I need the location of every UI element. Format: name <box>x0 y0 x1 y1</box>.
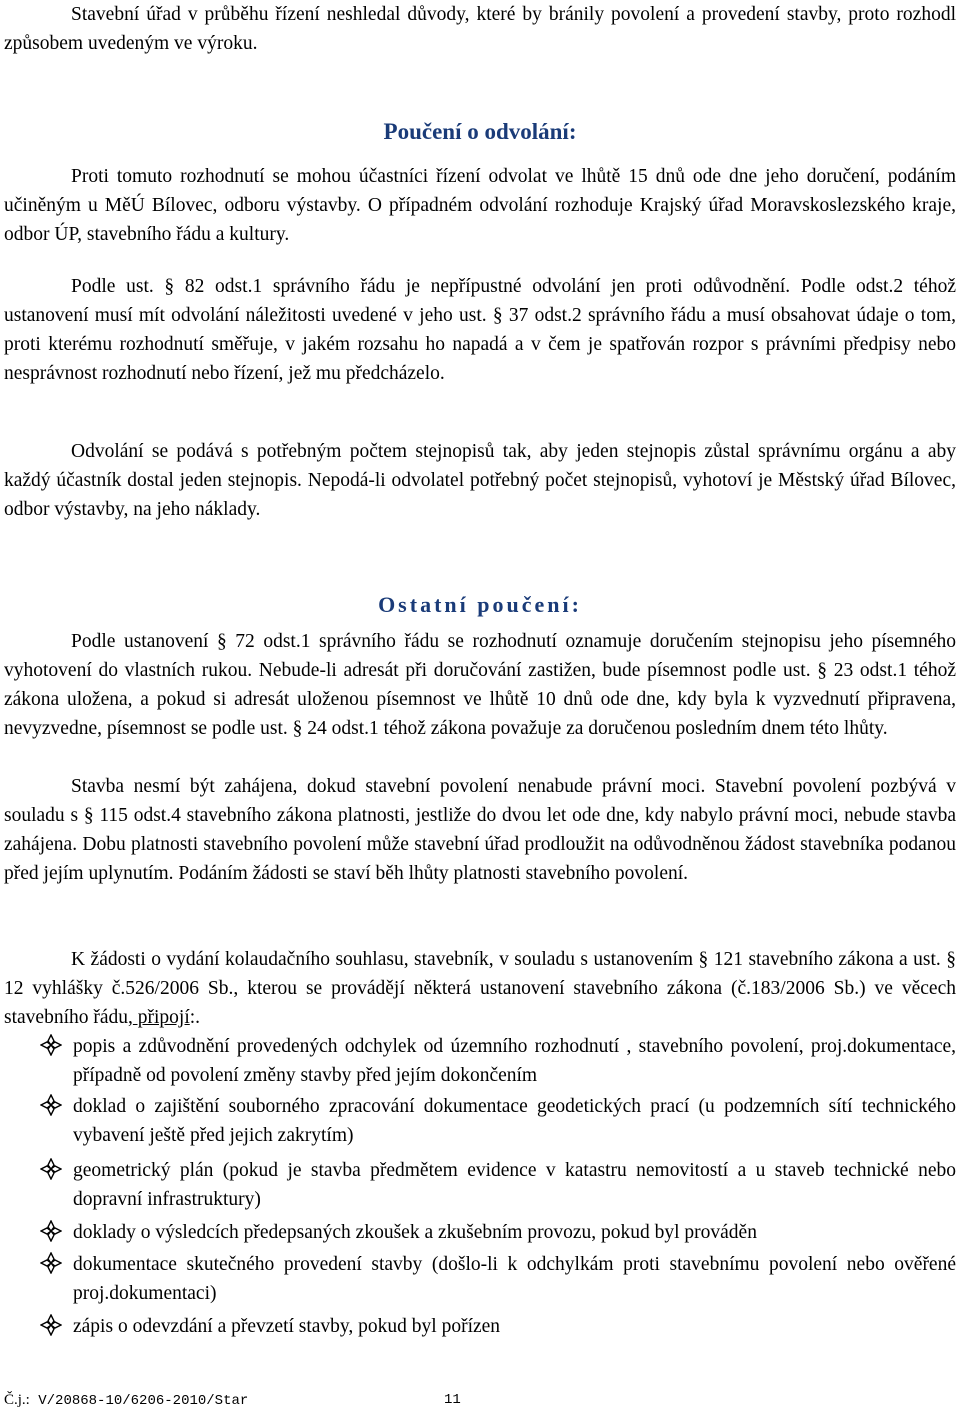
reference-prefix: Č.j.: <box>4 1392 30 1408</box>
intro-paragraph: Stavební úřad v průběhu řízení neshledal důvody, které by bránily povolení a provedení stavby, proto rozhodl způsobem uvedeným ve výroku. <box>4 4 956 54</box>
list-item-text: popis a zdůvodnění provedených odchylek od územního rozhodnutí , stavebního povolení, proj.dokumentace, případně od povolení změny stavby před jejím dokončením <box>73 1036 956 1086</box>
validity-paragraph: Stavba nesmí být zahájena, dokud stavební povolení nenabude právní moci. Stavební povolení pozbývá v souladu s § 115 odst.4 stavebního zákona platnosti, jestliže do dvou let ode dne, kdy nabylo právní moci, nebude stavba zahájena. Dobu platnosti stavebního povolení může stavební úřad prodloužit na odůvodněnou žádost stavebníka podanou před jejím uplynutím. Podáním žádosti se staví běh lhůty platnosti stavebního povolení. <box>4 776 956 884</box>
attachments-text: K žádosti o vydání kolaudačního souhlasu, stavebník, v souladu s ustanovením § 121 stavebního zákona a ust. § 12 vyhlášky č.526/2006 Sb., kterou se provádějí některá ustanovení stavebního zákona (č.183/2006 Sb.) ve věcech stavebního řádu, <box>4 949 956 1028</box>
four-leaf-diamond-icon <box>40 1034 62 1056</box>
attachments-end: :. <box>189 1007 201 1028</box>
heading-ostatni: Ostatní poučení: <box>378 592 582 617</box>
four-leaf-diamond-icon <box>40 1314 62 1336</box>
four-leaf-diamond-icon <box>40 1252 62 1274</box>
reference-number <box>4 1390 248 1411</box>
list-item-text: doklad o zajištění souborného zpracování dokumentace geodetických prací (u podzemních sítí technického vybavení ještě před jejich zakrytím) <box>73 1096 956 1146</box>
attachments-paragraph <box>4 945 956 1032</box>
list-item-text: doklady o výsledcích předepsaných zkoušek a zkušebním provozu, pokud byl prováděn <box>73 1222 757 1243</box>
attachments-underlined: připojí <box>132 1007 190 1028</box>
list-item-text: geometrický plán (pokud je stavba předmětem evidence v katastru nemovitostí a u staveb technické nebo dopravní infrastruktury) <box>73 1160 956 1210</box>
delivery-paragraph: Podle ustanovení § 72 odst.1 správního řádu se rozhodnutí oznamuje doručením stejnopisu jeho písemného vyhotovení do vlastních rukou. Nebude-li adresát při doručování zastižen, bude písemnost podle ust. § 23 odst.1 téhož zákona uložena, a pokud si adresát uloženou písemnost ve lhůtě 10 dnů ode dne, kdy byla k vyzvednutí připravena, nevyzvedne, písemnost se podle ust. § 24 odst.1 téhož zákona považuje za doručenou posledním dnem této lhůty. <box>4 631 956 739</box>
page-number: 11 <box>444 1392 461 1408</box>
four-leaf-diamond-icon <box>40 1094 62 1116</box>
page-footer <box>0 1390 960 1410</box>
heading-odvolani: Poučení o odvolání: <box>383 119 577 144</box>
appeal-paragraph: Proti tomuto rozhodnutí se mohou účastníci řízení odvolat ve lhůtě 15 dnů ode dne jeho doručení, podáním učiněným u MěÚ Bílovec, odboru výstavby. O případném odvolání rozhoduje Krajský úřad Moravskoslezského kraje, odbor ÚP, stavebního řádu a kultury. <box>4 166 956 245</box>
reference-code: V/20868-10/6206-2010/Star <box>29 1393 249 1409</box>
list-item-text: zápis o odevzdání a převzetí stavby, pokud byl pořízen <box>73 1316 501 1337</box>
four-leaf-diamond-icon <box>40 1220 62 1242</box>
list-item-text: dokumentace skutečného provedení stavby (došlo-li k odchylkám proti stavebnímu povolení nebo ověřené proj.dokumentaci) <box>73 1254 956 1304</box>
appeal-conditions-paragraph: Podle ust. § 82 odst.1 správního řádu je nepřípustné odvolání jen proti odůvodnění. Podle odst.2 téhož ustanovení musí mít odvolání náležitosti uvedené v jeho ust. § 37 odst.2 správního řádu a musí obsahovat údaje o tom, proti kterému rozhodnutí směřuje, v jakém rozsahu ho napadá a v čem je spatřován rozpor s právními předpisy nebo nesprávnost rozhodnutí nebo řízení, jež mu předcházelo. <box>4 276 956 384</box>
four-leaf-diamond-icon <box>40 1158 62 1180</box>
copies-paragraph: Odvolání se podává s potřebným počtem stejnopisů tak, aby jeden stejnopis zůstal správnímu orgánu a aby každý účastník dostal jeden stejnopis. Nepodá-li odvolatel potřebný počet stejnopisů, vyhotoví je Městský úřad Bílovec, odbor výstavby, na jeho náklady. <box>4 441 956 520</box>
